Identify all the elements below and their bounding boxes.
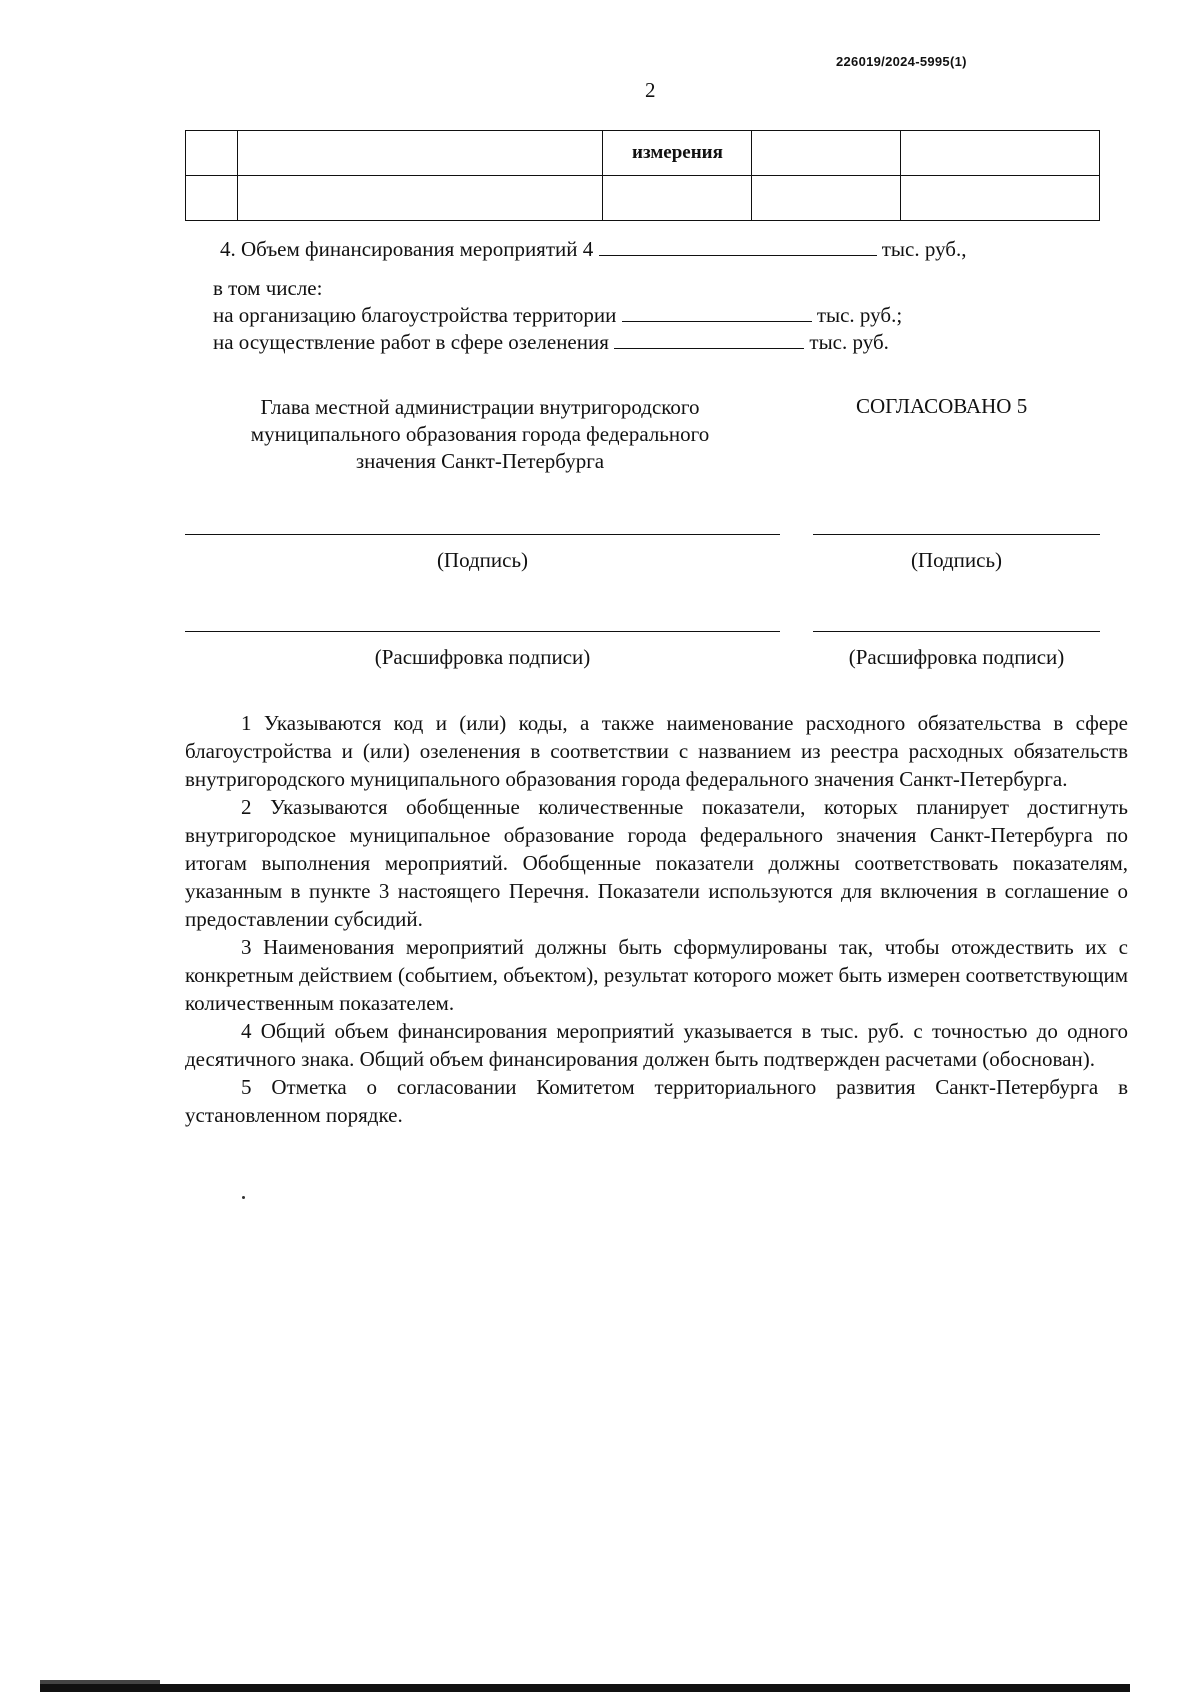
footnote-item: 3 Наименования мероприятий должны быть сформулированы так, чтобы отождествить их с конкретным действием (событием, объектом), результат которого может быть измерен соответствующим количественным показателем. [185,935,1128,1015]
signature-line-right [813,534,1100,535]
table-cell [237,176,603,221]
document-id: 226019/2024-5995(1) [836,54,967,69]
financing-including: в том числе: [213,276,323,300]
head-title-line: Глава местной администрации внутригородского [260,395,700,419]
table-cell [186,131,238,176]
head-title-line: значения Санкт-Петербурга [355,449,605,473]
scan-speck [242,1196,245,1199]
scan-bottom-edge [40,1684,1130,1692]
table-row [186,176,1100,221]
table-cell [186,176,238,221]
footnote-item: 2 Указываются обобщенные количественные показатели, которых планирует достигнуть внутригородское муниципальное образование города федерального значения Санкт-Петербурга по итогам выполнения мероприятий. Обобщенные показатели должны соответствовать показателям, указанным в пункте 3 настоящего Перечня. Показатели используются для включения в соглашение о предоставлении субсидий. [185,795,1128,931]
table-cell [752,131,901,176]
financing-greening-label: на осуществление работ в сфере озеленения [213,330,609,354]
financing-total-label: 4. Объем финансирования мероприятий 4 [220,237,594,261]
financing-total-line [220,237,967,262]
table-cell [237,131,603,176]
signature-caption-right: (Подпись) [910,548,1003,572]
table-row [186,131,1100,176]
table-cell [752,176,901,221]
table-cell [901,131,1100,176]
signature-caption-left: (Подпись) [436,548,529,572]
footnote-item: 4 Общий объем финансирования мероприятий указывается в тыс. руб. с точностью до одного десятичного знака. Общий объем финансирования должен быть подтвержден расчетами (обоснован). [185,1019,1128,1071]
page-number: 2 [645,78,656,102]
signature-line-left [185,534,780,535]
table-cell [603,176,752,221]
financing-landscaping-unit: тыс. руб.; [816,303,903,327]
financing-total-blank [599,255,877,256]
financing-greening-unit: тыс. руб. [809,330,889,354]
indicators-table-fragment [185,130,1100,221]
decryption-line-left [185,631,780,632]
administration-head-title [200,394,760,475]
footnote-item: 1 Указываются код и (или) коды, а также наименование расходного обязательства в сфере благоустройства и (или) озеленения в соответствии с названием из реестра расходных обязательств внутригородского муниципального образования города федерального значения Санкт-Петербурга. [185,711,1128,791]
decryption-line-right [813,631,1100,632]
financing-greening-line [213,330,889,355]
decryption-caption-right: (Расшифровка подписи) [848,645,1065,669]
head-title-line: муниципального образования города федерального [250,422,710,446]
footnotes [185,709,1128,1129]
table-cell [901,176,1100,221]
footnote-item: 5 Отметка о согласовании Комитетом территориального развития Санкт-Петербурга в установленном порядке. [185,1075,1128,1127]
financing-landscaping-line [213,303,902,328]
financing-landscaping-label: на организацию благоустройства территории [213,303,617,327]
decryption-caption-left: (Расшифровка подписи) [374,645,591,669]
table-header-units: измерения [603,131,752,176]
financing-total-unit: тыс. руб., [881,237,967,261]
agreed-mark: СОГЛАСОВАНО 5 [856,394,1028,418]
financing-greening-blank [614,348,804,349]
financing-landscaping-blank [622,321,812,322]
